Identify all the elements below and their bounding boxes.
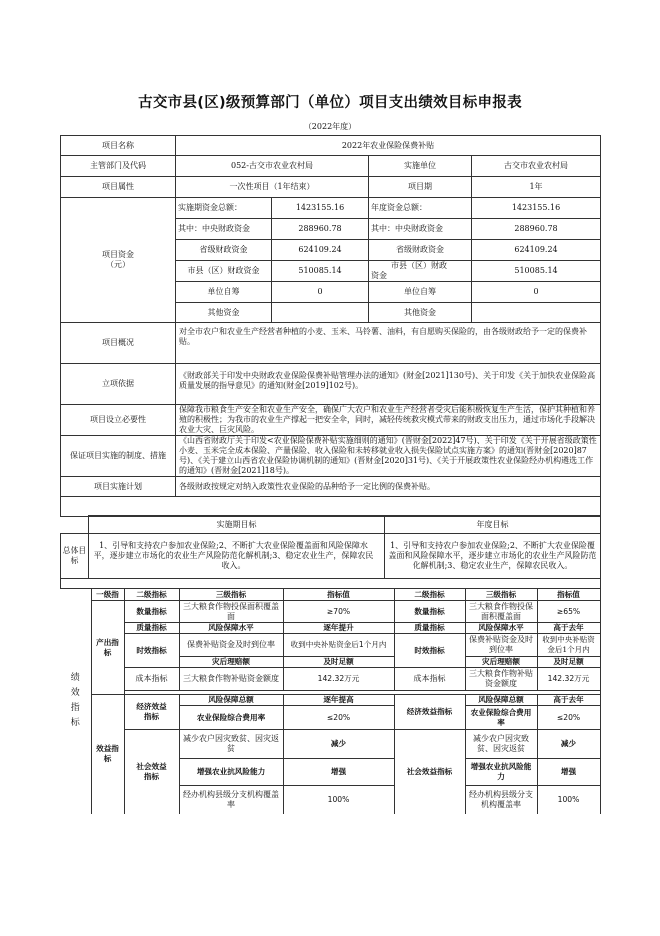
- cost-label: 成本指标: [124, 668, 179, 691]
- indicator-name: 风险保障水平: [465, 623, 537, 634]
- annual-goal-header: 年度目标: [385, 516, 601, 534]
- indicator-value: 收到中央补贴资金后1个月内: [537, 634, 600, 657]
- fund-row-label: 单位自筹: [369, 282, 472, 303]
- perf-side-char: 效: [70, 688, 80, 699]
- output-label-line: 标: [103, 647, 112, 657]
- fund-row-label: 年度资金总额：: [369, 198, 472, 219]
- indicator-name: 三大粮食作物投保面积覆盖面: [465, 601, 537, 623]
- impl-goal-text: 1、引导和支持农户参加农业保险;2、不断扩大农业保险覆盖面和风险保障水平，逐步建立市场化的农业生产风险防范化解机制;3、稳定农业生产，保障农民收入。: [89, 534, 385, 579]
- indicator-name: 经办机构县级分支机构覆盖率: [465, 786, 537, 814]
- indicator-value: 高于去年: [537, 695, 600, 706]
- col-header-level2-annual: 二级指标: [394, 589, 465, 601]
- col-header-value-annual: 指标值: [537, 589, 600, 601]
- fund-row-label-cell: [369, 261, 472, 282]
- attr-value: 一次性项目（1年结束）: [176, 177, 369, 198]
- indicator-value: 逐年提高: [283, 695, 394, 706]
- fund-row-value: 288960.78: [472, 219, 601, 240]
- social-label: [124, 730, 179, 814]
- overall-goals-table: [60, 515, 601, 589]
- benefit-label-line: 效益指: [96, 744, 119, 754]
- fund-row-value: 510085.14: [472, 261, 601, 282]
- indicator-name: 农业保险综合费用率: [179, 706, 283, 730]
- fund-row-value: 288960.78: [272, 219, 369, 240]
- indicator-name: 减少农户因灾致贫、因灾返贫: [465, 730, 537, 759]
- fund-row-label: 实施期资金总额：: [176, 198, 272, 219]
- indicator-value: ≤20%: [283, 706, 394, 730]
- indicator-value: ≤20%: [537, 706, 600, 730]
- indicator-value: 及时足额: [283, 657, 394, 668]
- fund-row-label: 省级财政资金: [369, 240, 472, 261]
- indicator-name: 保费补贴资金及时到位率: [465, 634, 537, 657]
- indicator-value: ≥65%: [537, 601, 600, 623]
- economic-label: [124, 695, 179, 730]
- economic-label-annual: 经济效益指标: [394, 695, 465, 730]
- quality-label: 质量指标: [124, 623, 179, 634]
- col-header-level1: 一级指: [91, 589, 124, 601]
- period-value: 1年: [472, 177, 601, 198]
- fund-row-value: 1423155.16: [272, 198, 369, 219]
- perf-side-label: [60, 589, 91, 814]
- indicator-value: 100%: [537, 786, 600, 814]
- col-header-level3: 三级指标: [179, 589, 283, 601]
- unit-label: 实施单位: [369, 156, 472, 177]
- benefit-indicator-label: [91, 695, 124, 814]
- fund-row-label: 资金: [371, 271, 387, 280]
- col-header-value: 指标值: [283, 589, 394, 601]
- indicator-value: 高于去年: [537, 623, 600, 634]
- plan-label: 项目实施计划: [61, 477, 176, 497]
- economic-label-line: 经济效益: [136, 702, 167, 711]
- quantity-label: 数量指标: [124, 601, 179, 623]
- social-label-line: 指标: [143, 771, 160, 781]
- fund-row-label: 市县（区）财政: [391, 261, 447, 270]
- output-label-line: 产出指: [96, 637, 119, 647]
- cost-label-annual: 成本指标: [394, 668, 465, 691]
- indicator-name: 减少农户因灾致贫、因灾返贫: [179, 730, 283, 759]
- necessity-text: 保障我市粮食生产安全和农业生产安全，确保广大农户和农业生产经营者受灾后能积极恢复生产生活，保护其种植和养殖的积极性；为我市的农业生产撑起一把安全伞，同时，减轻传统救灾模式带来的财政支出压力，通过市场化手段解决农业大灾、巨灾风险。: [176, 405, 601, 436]
- impl-goal-header: 实施期目标: [89, 516, 385, 534]
- fund-row-value: 1423155.16: [472, 198, 601, 219]
- output-indicator-label: [91, 601, 124, 695]
- indicator-value: 逐年提升: [283, 623, 394, 634]
- unit-value: 古交市农业农村局: [472, 156, 601, 177]
- fund-row-label: 其他资金: [176, 303, 272, 323]
- project-name-label: 项目名称: [61, 136, 176, 156]
- indicator-value: 及时足额: [537, 657, 600, 668]
- project-info-table: [60, 135, 601, 517]
- indicator-name: 风险保障总额: [179, 695, 283, 706]
- basis-label: 立项依据: [61, 364, 176, 405]
- measures-label: 保证项目实施的制度、措施: [61, 436, 176, 477]
- fund-row-value: 0: [472, 282, 601, 303]
- fund-row-value: 624109.24: [472, 240, 601, 261]
- indicator-name: 风险保障水平: [179, 623, 283, 634]
- indicator-name: 风险保障总额: [465, 695, 537, 706]
- col-header-level2: 二级指标: [124, 589, 179, 601]
- indicator-value: 增强: [283, 759, 394, 786]
- spacer-row: [61, 497, 601, 517]
- indicator-value: 142.32万元: [537, 668, 600, 691]
- fund-row-label: 其他资金: [369, 303, 472, 323]
- attr-label: 项目属性: [61, 177, 176, 198]
- indicator-value: 142.32万元: [283, 668, 394, 691]
- overall-goal-label: 总体目标: [61, 534, 89, 579]
- indicator-name: 灾后理赔额: [179, 657, 283, 668]
- indicator-value: 收到中央补贴资金后1个月内: [283, 634, 394, 657]
- overview-text: 对全市农户和农业生产经营者种植的小麦、玉米、马铃薯、油料，有自愿购买保险的，由各级财政给予一定的保费补贴。: [176, 323, 601, 364]
- funds-label-cell: [61, 198, 176, 323]
- fund-row-value: [272, 303, 369, 323]
- indicator-name: 保费补贴资金及时到位率: [179, 634, 283, 657]
- overview-label: 项目概况: [61, 323, 176, 364]
- dept-label: 主管部门及代码: [61, 156, 176, 177]
- indicator-name: 经办机构县级分支机构覆盖率: [179, 786, 283, 814]
- indicator-value: 减少: [537, 730, 600, 759]
- quality-label-annual: 质量指标: [394, 623, 465, 634]
- quantity-label-annual: 数量指标: [394, 601, 465, 623]
- fund-row-label: 其中：中央财政资金: [369, 219, 472, 240]
- funds-label: 项目资金: [102, 250, 134, 259]
- perf-side-char: 绩: [70, 673, 80, 684]
- fund-row-label: 省级财政资金: [176, 240, 272, 261]
- indicator-name: 农业保险综合费用率: [465, 706, 537, 730]
- dept-value: 052-古交市农业农村局: [176, 156, 369, 177]
- performance-table: [60, 588, 601, 814]
- funds-unit: （元）: [106, 260, 130, 269]
- fund-row-value: 0: [272, 282, 369, 303]
- basis-text: 《财政部关于印发中央财政农业保险保费补贴管理办法的通知》(财金[2021]130号)、关于印发《关于加快农业保险高质量发展的指导意见》的通知(财金[2019]102号)。: [176, 364, 601, 405]
- fund-row-label: 其中：中央财政资金: [176, 219, 272, 240]
- fund-row-value: 510085.14: [272, 261, 369, 282]
- project-name-value: 2022年农业保险保费补贴: [176, 136, 601, 156]
- indicator-name: 灾后理赔额: [465, 657, 537, 668]
- indicator-value: 减少: [283, 730, 394, 759]
- timeliness-label-annual: 时效指标: [394, 634, 465, 668]
- annual-goal-text: 1、引导和支持农户参加农业保险;2、不断扩大农业保险覆盖面和风险保障水平，逐步建立市场化的农业生产风险防范化解机制;3、稳定农业生产，保障农民收入。: [385, 534, 601, 579]
- indicator-name: 增强农业抗风险能力: [179, 759, 283, 786]
- plan-text: 各级财政按规定对纳入政策性农业保险的品种给予一定比例的保费补贴。: [176, 477, 601, 497]
- indicator-name: 三大粮食作物补贴资金额度: [465, 668, 537, 691]
- indicator-value: 增强: [537, 759, 600, 786]
- perf-side-char: 指: [70, 703, 80, 714]
- social-label-line: 社会效益: [136, 761, 167, 771]
- indicator-name: 增强农业抗风险能力: [465, 759, 537, 786]
- timeliness-label: 时效指标: [124, 634, 179, 668]
- indicator-name: 三大粮食作物投保面积覆盖面: [179, 601, 283, 623]
- year-label: （2022年度）: [303, 122, 357, 131]
- indicator-value: 100%: [283, 786, 394, 814]
- social-label-annual: 社会效益指标: [394, 730, 465, 814]
- perf-side-char: 标: [70, 718, 80, 729]
- col-header-level3-annual: 三级指标: [465, 589, 537, 601]
- economic-label-line: 指标: [143, 712, 160, 721]
- fund-row-label: 市县（区）财政资金: [176, 261, 272, 282]
- page-title: 古交市县(区)级预算部门（单位）项目支出绩效目标申报表: [138, 95, 522, 111]
- indicator-name: 三大粮食作物补贴资金额度: [179, 668, 283, 691]
- fund-row-value: 624109.24: [272, 240, 369, 261]
- measures-text: 《山西省财政厅关于印发<农业保险保费补贴实施细则的通知》(晋财金[2022]47号)、关于印发《关于开展省级政策性小麦、玉米完全成本保险、产量保险、收入保险和未转移就业收入损失保险试点实施方案》的通知(晋财金[2020]87号)、《关于建立山西省农业保险协调机制的通知》(晋财金[2020]31号)、《关于开展政策性农业保险经办机构遴选工作的通知》(晋财金[2021]18号)。: [176, 436, 601, 477]
- benefit-label-line: 标: [103, 754, 112, 764]
- indicator-value: ≥70%: [283, 601, 394, 623]
- necessity-label: 项目设立必要性: [61, 405, 176, 436]
- period-label: 项目期: [369, 177, 472, 198]
- spacer-row: [61, 579, 601, 589]
- fund-row-label: 单位自筹: [176, 282, 272, 303]
- fund-row-value: [472, 303, 601, 323]
